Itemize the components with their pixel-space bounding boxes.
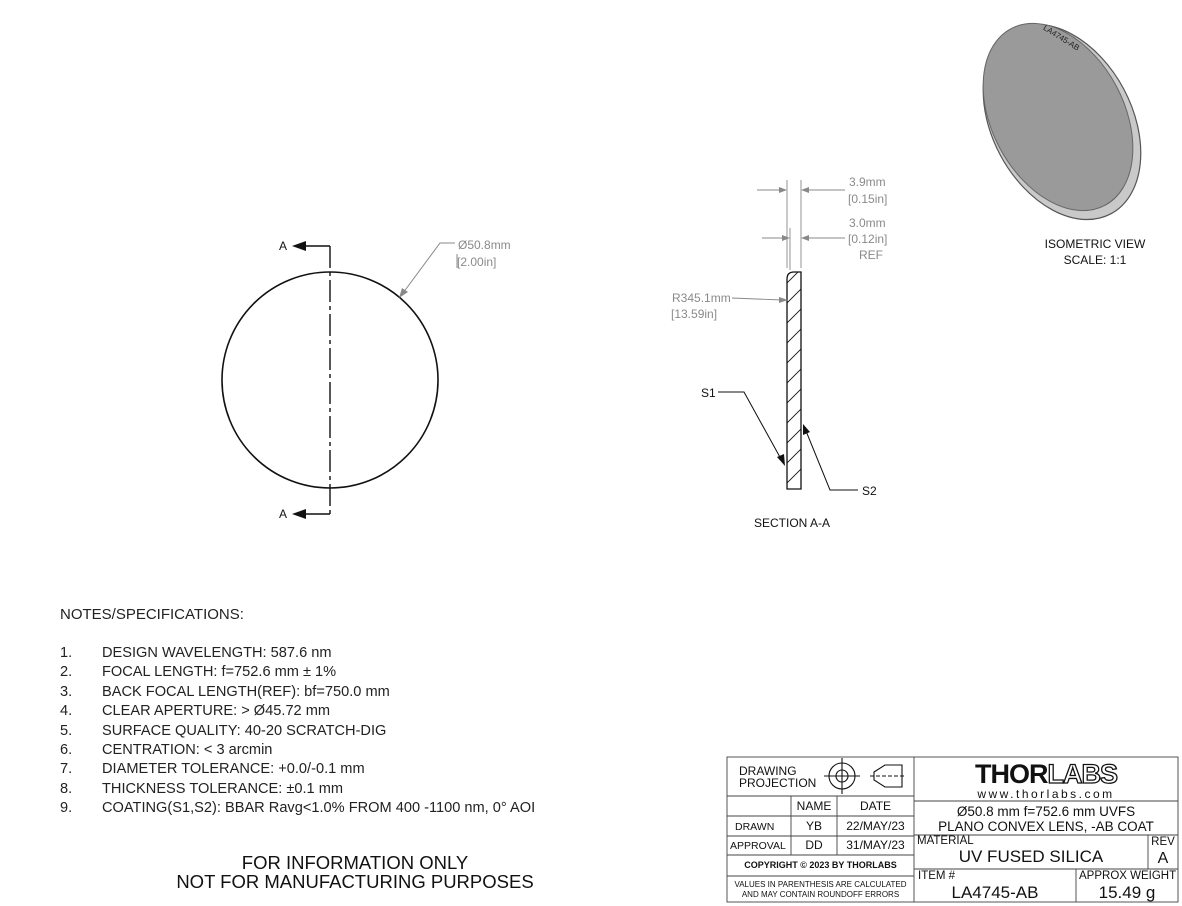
approval-date: 31/MAY/23	[846, 838, 905, 852]
section-caption: SECTION A-A	[753, 516, 831, 530]
note-text: COATING(S1,S2): BBAR Ravg<1.0% FROM 400 -1100 nm, 0° AOI	[102, 800, 536, 817]
item-value: LA4745-AB	[951, 883, 1039, 902]
item-label: ITEM #	[918, 870, 956, 882]
iso-caption: ISOMETRIC VIEW	[1044, 237, 1146, 251]
section-marker-bottom: A	[279, 507, 288, 521]
isometric-view	[951, 0, 1172, 267]
note-text: SURFACE QUALITY: 40-20 SCRATCH-DIG	[102, 722, 387, 739]
weight-value: 15.49 g	[1098, 883, 1156, 902]
third-angle-projection-icon	[824, 758, 906, 794]
name-header: NAME	[796, 799, 832, 813]
website: www.thorlabs.com	[977, 787, 1115, 801]
thickness-dim-in: [0.15in]	[848, 192, 888, 206]
note-number: 3.	[60, 683, 73, 700]
diameter-leader	[403, 243, 455, 293]
logo-thor: THOR	[975, 759, 1048, 789]
diameter-leader-arrow	[399, 288, 408, 298]
note-number: 6.	[60, 741, 73, 758]
notes-title: NOTES/SPECIFICATIONS:	[60, 606, 244, 623]
note-number: 8.	[60, 780, 73, 797]
note-number: 2.	[60, 664, 73, 681]
description-line-1: Ø50.8 mm f=752.6 mm UVFS	[956, 804, 1136, 819]
values-note-line-1: VALUES IN PARENTHESIS ARE CALCULATED	[734, 880, 907, 889]
copyright: COPYRIGHT © 2023 BY THORLABS	[744, 860, 897, 870]
iso-scale: SCALE: 1:1	[1063, 253, 1127, 267]
rev-value: A	[1157, 850, 1169, 867]
note-text: FOCAL LENGTH: f=752.6 mm ± 1%	[102, 664, 337, 681]
disclaimer-line-1: FOR INFORMATION ONLY	[241, 852, 469, 873]
note-number: 7.	[60, 761, 73, 778]
approval-name: DD	[805, 838, 823, 852]
date-header: DATE	[859, 799, 892, 813]
projection-label	[739, 765, 816, 789]
edge-arrow-left	[782, 235, 790, 241]
values-note	[727, 880, 914, 900]
note-number: 4.	[60, 703, 73, 720]
drawn-date: 22/MAY/23	[846, 819, 905, 833]
section-arrow-top-head	[292, 241, 306, 251]
s1-label: S1	[701, 386, 716, 400]
s1-leader	[718, 392, 781, 459]
weight-label: APPROX WEIGHT	[1079, 870, 1177, 882]
drawn-label: DRAWN	[735, 821, 775, 833]
rev-label: REV	[1151, 836, 1175, 848]
note-text: DIAMETER TOLERANCE: +0.0/-0.1 mm	[102, 761, 365, 778]
disclaimer-line-2: NOT FOR MANUFACTURING PURPOSES	[176, 871, 534, 892]
s2-label: S2	[862, 484, 877, 498]
section-arrow-bottom-head	[292, 509, 306, 519]
edge-dim-mm: 3.0mm	[849, 216, 886, 230]
note-text: THICKNESS TOLERANCE: ±0.1 mm	[102, 780, 344, 797]
thickness-arrow-right	[801, 187, 809, 193]
part-description	[914, 804, 1178, 834]
thorlabs-logo	[914, 759, 1178, 789]
drawn-name: YB	[805, 819, 822, 833]
front-view	[222, 238, 511, 521]
description-line-2: PLANO CONVEX LENS, -AB COAT	[938, 819, 1154, 834]
note-text: CENTRATION: < 3 arcmin	[102, 741, 273, 758]
note-text: CLEAR APERTURE: > Ø45.72 mm	[102, 703, 331, 720]
values-note-line-2: AND MAY CONTAIN ROUNDOFF ERRORS	[741, 890, 900, 899]
edge-dim-in: [0.12in]	[848, 232, 888, 246]
radius-dim-mm: R345.1mm	[672, 291, 731, 305]
approval-label: APPROVAL	[730, 840, 786, 852]
edge-arrow-right	[801, 235, 809, 241]
material-value: UV FUSED SILICA	[958, 847, 1104, 866]
thickness-dim-mm: 3.9mm	[849, 175, 886, 189]
s2-leader	[806, 431, 858, 490]
s1-arrow	[777, 454, 785, 466]
iso-engraving: LA4745-AB	[1041, 23, 1082, 53]
note-text: BACK FOCAL LENGTH(REF): bf=750.0 mm	[102, 683, 390, 700]
note-number: 9.	[60, 800, 73, 817]
note-text: DESIGN WAVELENGTH: 587.6 nm	[102, 645, 332, 661]
radius-leader	[732, 298, 782, 300]
projection-label-line-1: DRAWING	[739, 764, 797, 778]
section-marker-top: A	[279, 239, 288, 253]
note-number: 5.	[60, 722, 73, 739]
projection-label-line-2: PROJECTION	[739, 776, 817, 790]
s2-arrow	[803, 424, 810, 435]
diameter-dim-mm: Ø50.8mm	[458, 238, 511, 252]
edge-dim-ref: REF	[859, 248, 883, 262]
logo-labs: LABS	[1047, 759, 1117, 789]
note-number: 1.	[60, 645, 73, 661]
diameter-dim-in: [2.00in]	[457, 255, 497, 269]
material-label: MATERIAL	[917, 835, 974, 847]
radius-dim-in: [13.59in]	[671, 307, 718, 321]
thickness-arrow-left	[779, 187, 787, 193]
section-view	[671, 175, 887, 530]
